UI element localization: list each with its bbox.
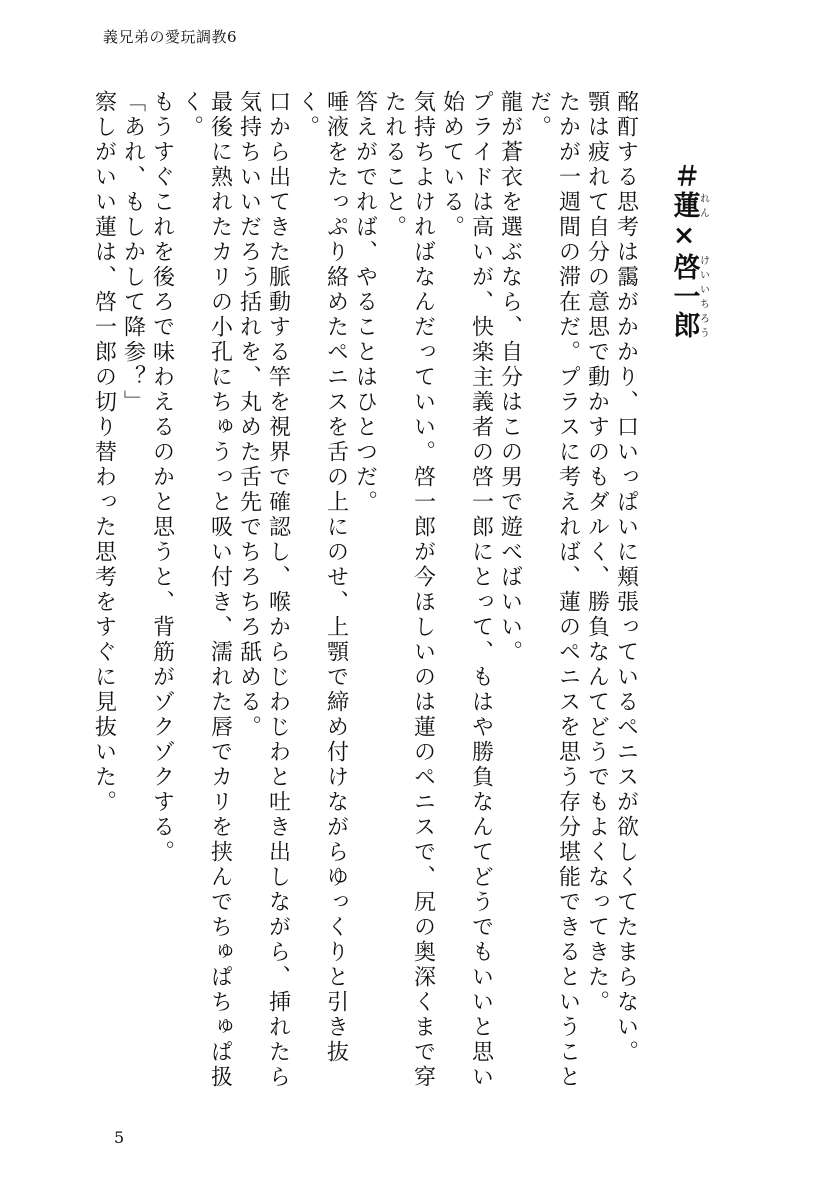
paragraph-7: 答えがでれば、やることはひとつだ。 — [352, 90, 378, 515]
heading-ruby-ren: れん — [697, 191, 709, 220]
paragraph-2: 顎は疲れて自分の意思で動かすのもダルく、勝負なんてどうでもよくなってきた。 — [584, 90, 610, 1015]
paragraph-3: たかが一週間の滞在だ。プラスに考えれば、蓮のペニスを思う存分堪能できるということだ。 — [526, 90, 581, 1090]
paragraph-6: 気持ちよければなんだっていい。啓一郎が今ほしいのは蓮のペニスで、尻の奥深くまで穿たれること。 — [381, 90, 436, 1090]
heading-name-keiichiro: 啓一郎けいいちろう — [668, 253, 709, 340]
heading-ruby-keiichiro: けいいちろう — [697, 253, 709, 340]
paragraph-1: 酩酊する思考は靄がかかり、口いっぱいに頬張っているペニスが欲しくてたまらない。 — [613, 90, 639, 1065]
paragraph-11: もうすぐこれを後ろで味わえるのかと思うと、背筋がゾクゾクする。 — [149, 90, 175, 865]
paragraph-10: 最後に熟れたカリの小孔にちゅうっと吸い付き、濡れた唇でカリを挟んでちゅぱちゅぱ扱く。 — [178, 90, 233, 1090]
paragraph-12: 「あれ、もしかして降参？」 — [120, 90, 146, 415]
paragraph-9: 口から出てきた脈動する竿を視界で確認し、喉からじわじわと吐き出しながら、挿れたら気持ちいいだろう括れを、丸めた舌先でちろちろ舐める。 — [236, 90, 291, 1090]
heading-hash-mark: ＃ — [668, 162, 700, 191]
running-header: 義兄弟の愛玩調教6 — [103, 28, 238, 46]
heading-cross-mark: × — [668, 220, 700, 253]
heading-name-ren: 蓮れん — [668, 191, 709, 220]
paragraph-8: 唾液をたっぷり絡めたペニスを舌の上にのせ、上顎で締め付けながらゆっくりと引き抜く。 — [294, 90, 349, 1065]
paragraph-4: 龍が蒼衣を選ぶなら、自分はこの男で遊べばいい。 — [497, 90, 523, 665]
paragraph-5: プライドは高いが、快楽主義者の啓一郎にとって、もはや勝負なんてどうでもいいと思い始めている。 — [439, 90, 494, 1090]
page-number: 5 — [114, 1128, 125, 1147]
paragraph-13: 察しがいい蓮は、啓一郎の切り替わった思考をすぐに見抜いた。 — [91, 90, 117, 815]
chapter-heading — [670, 162, 709, 1100]
vertical-body-text — [91, 90, 709, 1100]
